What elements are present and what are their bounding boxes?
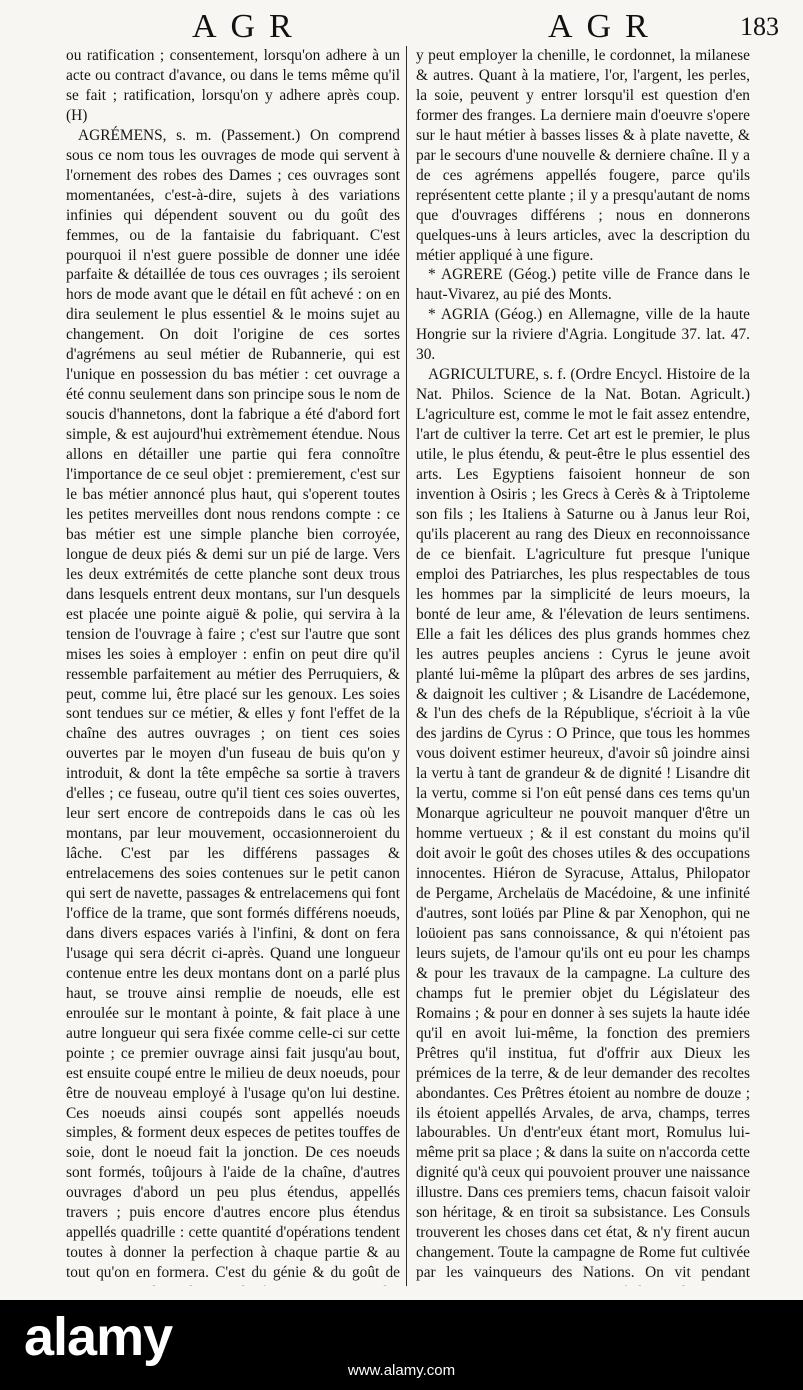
- paragraph: AGRÉMENS, s. m. (Passement.) On comprend sous ce nom tous les ouvrages de mode qui servent à l'ornement des robes des Dames ; ces ouvrages sont momentanées, c'est-à-dire, sujets à des variations infinies qui dépendent souvent ou du goût des femmes, ou de la fantaisie du fabriquant. C'est pourquoi il n'est guere possible de donner une idée parfaite & détaillée de tous ces ouvrages ; ils seroient hors de mode avant que le détail en fût achevé : on en dira seulement le plus essentiel & le moins sujet au changement. On doit l'origine de ces sortes d'agrémens au seul métier de Rubannerie, qui est l'unique en possession du bas métier : cet ouvrage a été connu seulement dans son principe sous le nom de soucis d'hannetons, dont la fabrique a été d'abord fort simple, & est aujourd'hui extrèmement étendue. Nous allons en détailler une partie qui fera connoître l'importance de ce seul objet : premierement, c'est sur le bas métier annoncé plus haut, qui s'operent toutes les petites merveilles dont nous rendons compte : ce bas métier est une simple planche bien corroyée, longue de deux piés & demi sur un pié de large. Vers les deux extrémités de cette planche sont deux trous dans lesquels entrent deux montans, sur l'un desquels est placée une pointe aiguë & polie, qui servira à la tension de l'ouvrage à faire ; c'est sur l'autre que sont mises les soies à employer : enfin on peut dire qu'il ressemble parfaitement au métier des Perruquiers, & peut, comme lui, être placé sur les genoux. Les soies sont tendues sur ce métier, & elles y font l'effet de la chaîne des autres ouvrages ; on tient ces soies ouvertes par le moyen d'un fuseau de buis qu'on y introduit, & dont la tête empêche sa sortie à travers d'elles ; ce fuseau, outre qu'il tient ces soies ouvertes, leur sert encore de contrepoids dans le cas où les montans, par leur mouvement, occasionneroient du lâche. C'est par les différens passages & entrelacemens des soies contenues sur le petit canon qui sert de navette, passages & entrelacemens qui font l'office de la trame, que sont formés différens noeuds, dans divers espaces variés à l'infini, & dont on fera l'usage qui sera décrit ci-après. Quand une longueur contenue entre les deux montans dont on a parlé plus haut, se trouve ainsi remplie de noeuds, elle est enroulée sur le montant à pointe, & fait place à une autre longueur qui sera fixée comme celle-ci sur cette pointe ; ce premier ouvrage ainsi fait jusqu'au bout, est ensuite coupé entre le milieu de deux noeuds, pour être de nouveau employé à l'usage qu'on lui destine. Ces noeuds ainsi coupés sont appellés noeuds simples, & forment deux especes de petites touffes de soie, dont le noeud fait la jonction. De ces noeuds sont formés, toûjours à l'aide de la chaîne, d'autres ouvrages d'abord un peu plus étendus, appellés travers ; puis encore d'autres encore plus étendus appellés quadrille : cette quantité d'opérations tendent toutes à donner la perfection à chaque partie & au tout qu'on en formera. C'est du génie & du goût de: [66, 126, 400, 1282]
- running-head-left: AGR: [192, 8, 306, 45]
- watermark-banner: [0, 1300, 803, 1390]
- paragraph: AGRICULTURE, s. f. (Ordre Encycl. Histoire de la Nat. Philos. Science de la Nat. Botan. Agricult.) L'agriculture est, comme le mot le fait assez entendre, l'art de cultiver la terre. Cet art est le premier, le plus utile, le plus étendu, & peut-être le plus essentiel des arts. Les Egyptiens faisoient honneur de son invention à Osiris ; les Grecs à Cerès & à Triptoleme son fils ; les Italiens à Saturne ou à Janus leur Roi, qu'ils placerent au rang des Dieux en reconnoissance de ce bienfait. L'agriculture fut presque l'unique emploi des Patriarches, les plus respectables de tous les hommes par la simplicité de leurs moeurs, la bonté de leur ame, & l'élevation de leurs sentimens. Elle a fait les délices des plus grands hommes chez les autres peuples anciens : Cyrus le jeune avoit planté lui-même la plûpart des arbres de ses jardins, & daignoit les cultiver ; & Lisandre de Lacédemone, & l'un des chefs de la République, s'écrioit à la vûe des jardins de Cyrus : O Prince, que tous les hommes vous doivent estimer heureux, d'avoir sû joindre ainsi la vertu à tant de grandeur & de dignité ! Lisandre dit la vertu, comme si l'on eût pensé dans ces tems qu'un Monarque agriculteur ne pouvoit manquer d'être un homme vertueux ; & il est constant du moins qu'il doit avoir le goût des choses utiles & des occupations innocentes. Hiéron de Syracuse, Attalus, Philopator de Pergame, Archelaüs de Macédoine, & une infinité d'autres, sont loüés par Pline & par Xenophon, qui ne loüoient pas sans connoissance, & qui n'étoient pas leurs sujets, de l'amour qu'ils ont eu pour les champs & pour les travaux de la campagne. La culture des champs fut le premier objet du Législateur des Romains ; & pour en donner à ses sujets la haute idée qu'il en avoit lui-même, la fonction des premiers Prêtres qu'il institua, fut d'offrir aux Dieux les prémices de la terre, & de leur demander des recoltes abondantes. Ces Prêtres étoient au nombre de douze ; ils étoient appellés Arvales, de arva, champs, terres labourables. Un d'entr'eux étant mort, Romulus lui-même prit sa place ; & dans la suite on n'accorda cette dignité qu'à ceux qui pouvoient prouver une naissance illustre. Dans ces premiers tems, chacun faisoit valoir son héritage, & en tiroit sa subsistance. Les Consuls trouverent les choses dans cet état, & n'y firent aucun changement. Toute la campagne de Rome fut cultivée par les vainqueurs des Nations. On vit pendant: [416, 366, 750, 1282]
- running-head-right: AGR: [548, 8, 662, 45]
- paragraph: ou ratification ; consentement, lorsqu'on adhere à un acte ou contract d'avance, ou dans le tems même qu'il se fait ; ratification, lorsqu'on y adhere après coup. (H): [66, 47, 400, 124]
- page-number: 183: [740, 12, 779, 41]
- right-column: [416, 46, 750, 1286]
- watermark-url: www.alamy.com: [347, 1362, 456, 1379]
- paragraph: * AGRIA (Géog.) en Allemagne, ville de la haute Hongrie sur la riviere d'Agria. Longitude 37. lat. 47. 30.: [416, 306, 750, 364]
- alamy-logo: alamy: [24, 1307, 173, 1367]
- paragraph: * AGRERE (Géog.) petite ville de France dans le haut-Vivarez, au pié des Monts.: [416, 266, 750, 304]
- paragraph: y peut employer la chenille, le cordonnet, la milanese & autres. Quant à la matiere, l'or, l'argent, les perles, la soie, peuvent y entrer lorsqu'il est question d'en former des franges. La derniere main d'oeuvre s'opere sur le haut métier à basses lisses & à plate navette, & par le secours d'une nouvelle & derniere chaîne. Il y a de ces agrémens appellés fougere, parce qu'ils représentent cette plante ; il y a presqu'autant de noms que d'ouvrages différens ; nous en donnerons quelques-uns à leurs articles, avec la description du métier appliqué à une figure.: [416, 47, 750, 264]
- column-divider: [406, 46, 407, 1286]
- left-column: [66, 46, 400, 1286]
- page-header: [0, 6, 803, 46]
